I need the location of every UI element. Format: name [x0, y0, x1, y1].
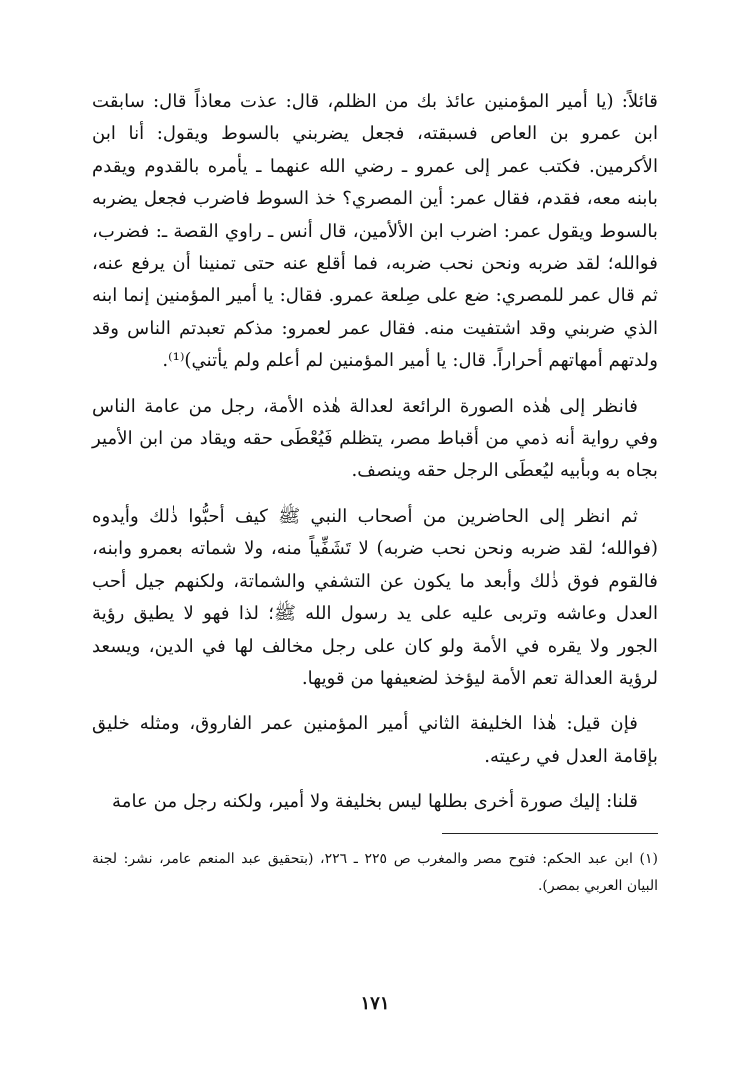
footnote-divider	[442, 833, 658, 834]
paragraph-4: فإن قيل: هٰذا الخليفة الثاني أمير المؤمنين عمر الفاروق، ومثله خليق بإقامة العدل في رعيته.	[92, 713, 658, 767]
footnote	[92, 846, 658, 900]
paragraph-1: قائلاً: (يا أمير المؤمنين عائذ بك من الظلم، قال: عذت معاذاً قال: سابقت ابن عمرو بن العاص فسبقته، فجعل يضربني بالسوط ويقول: أنا ابن الأكرمين. فكتب عمر إلى عمرو ـ رضي الله عنهما ـ يأمره بالقدوم ويقدم بابنه معه، فقدم، فقال عمر: أين المصري؟ خذ السوط فاضرب فجعل يضربه بالسوط ويقول عمر: اضرب ابن الألأمين، قال أنس ـ راوي القصة ـ: فضرب، فوالله؛ لقد ضربه ونحن نحب ضربه، فما أقلع عنه حتى تمنينا أن يرفع عنه، ثم قال عمر للمصري: ضع على صِلعة عمرو. فقال: يا أمير المؤمنين إنما ابنه الذي ضربني وقد اشتفيت منه. فقال عمر لعمرو: مذكم تعبدتم الناس وقد ولدتهم أمهاتهم أحراراً. قال: يا أمير المؤمنين لم أعلم ولم يأتني)⁽¹⁾.	[92, 91, 658, 372]
main-text	[92, 86, 658, 819]
paragraph-5: قلنا: إليك صورة أخرى بطلها ليس بخليفة ولا أمير، ولكنه رجل من عامة	[111, 791, 638, 813]
page-number: ١٧١	[360, 993, 390, 1014]
footnote-text: (١) ابن عبد الحكم: فتوح مصر والمغرب ص ٢٢٥ ـ ٢٢٦، (بتحقيق عبد المنعم عامر، نشر: لجنة البيان العربي بمصر).	[92, 850, 658, 894]
paragraph-3: ثم انظر إلى الحاضرين من أصحاب النبي ﷺ كيف أحبُّوا ذٰلك وأيدوه (فوالله؛ لقد ضربه ونحن نحب ضربه) لا تَشَفِّياً منه، ولا شماته بعمرو وابنه، فالقوم فوق ذٰلك وأبعد ما يكون عن التشفي والشماتة، ولكنهم جيل أحب العدل وعاشه وتربى عليه على يد رسول الله ﷺ؛ لذا فهو لا يطيق رؤية الجور ولا يقره في الأمة ولو كان على رجل مخالف لها في الدين، ويسعد لرؤية العدالة تعم الأمة ليؤخذ لضعيفها من قويها.	[92, 505, 658, 689]
paragraph-2: فانظر إلى هٰذه الصورة الرائعة لعدالة هٰذه الأمة، رجل من عامة الناس وفي رواية أنه ذمي من أقباط مصر، يتظلم فَيُعْطَى حقه ويقاد من ابن الأمير بجاه به وبأبيه ليُعطَى الرجل حقه وينصف.	[92, 395, 658, 482]
